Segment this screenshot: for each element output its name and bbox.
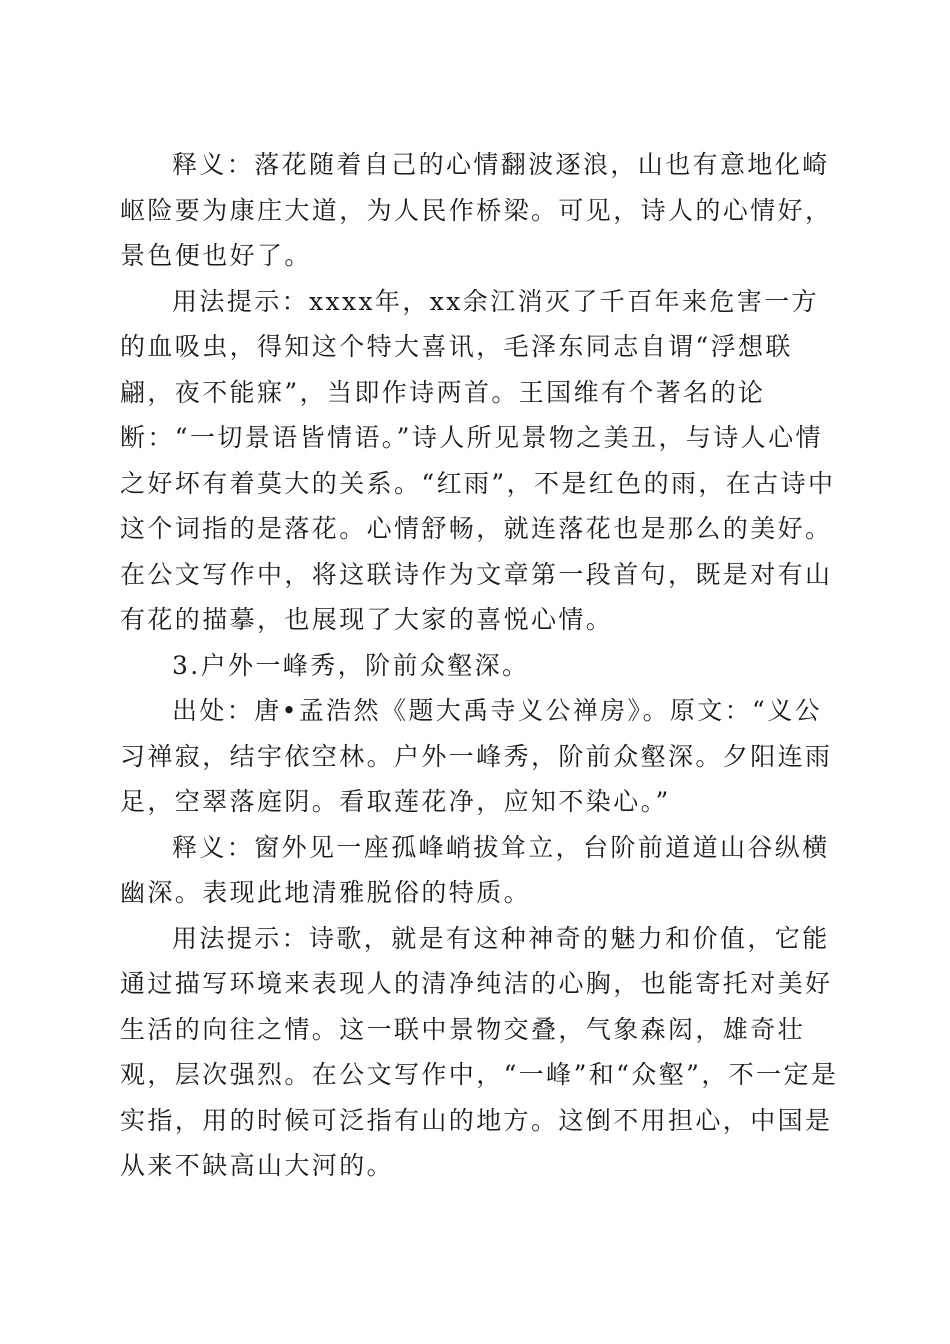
poem-heading-3: 3.户外一峰秀，阶前众壑深。 — [172, 650, 530, 680]
paragraph-usage-3: 用法提示：诗歌，就是有这种神奇的魅力和价值，它能通过描写环境来表现人的清净纯洁的心胸，也能寄托对美好生活的向往之情。这一联中景物交叠，气象森闳，雄奇壮观，层次强烈。在公文写作中，“一峰”和“众壑”，不一定是实指，用的时候可泛指有山的地方。这倒不用担心，中国是从来不缺高山大河的。 — [120, 923, 839, 1180]
paragraph-meaning-3: 释义：窗外见一座孤峰峭拔耸立，台阶前道道山谷纵横幽深。表现此地清雅脱俗的特质。 — [120, 832, 830, 907]
paragraph-usage-1: 用法提示：xxxx年，xx余江消灭了千百年来危害一方的血吸虫，得知这个特大喜讯，毛泽东同志自谓“浮想联翩，夜不能寐”，当即作诗两首。王国维有个著名的论断：“一切景语皆情语。”诗人所见景物之美丑，与诗人心情之好坏有着莫大的关系。“红雨”，不是红色的雨，在古诗中这个词指的是落花。心情舒畅，就连落花也是那么的美好。在公文写作中，将这联诗作为文章第一段首句，既是对有山有花的描摹，也展现了大家的喜悦心情。 — [120, 286, 836, 634]
document-body — [120, 142, 840, 1189]
paragraph-meaning-1: 释义：落花随着自己的心情翻波逐浪，山也有意地化崎岖险要为康庄大道，为人民作桥梁。可见，诗人的心情好，景色便也好了。 — [120, 150, 833, 270]
paragraph-source-3: 出处：唐•孟浩然《题大禹寺义公禅房》。原文：“义公习禅寂，结宇依空林。户外一峰秀，阶前众壑深。夕阳连雨足，空翠落庭阴。看取莲花净，应知不染心。” — [120, 696, 833, 816]
